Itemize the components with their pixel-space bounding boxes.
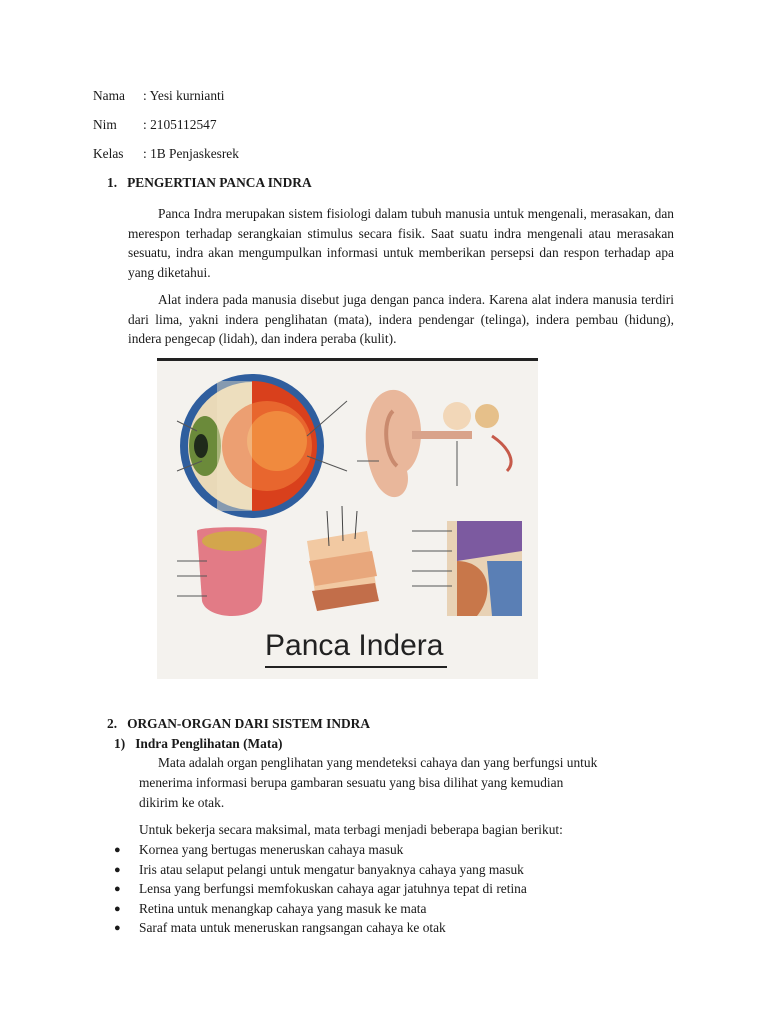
subsection-penglihatan-heading: 1) Indra Penglihatan (Mata) bbox=[114, 736, 283, 751]
kelas-value: : 1B Penjaskesrek bbox=[143, 146, 239, 161]
ear-illustration bbox=[357, 390, 511, 497]
penglihatan-para1-line1: Mata adalah organ penglihatan yang mendeteksi cahaya dan yang berfungsi untuk bbox=[158, 755, 598, 770]
section1-heading: 1. PENGERTIAN PANCA INDRA bbox=[107, 175, 312, 190]
nose-illustration bbox=[412, 521, 522, 616]
nim-label: Nim bbox=[93, 117, 117, 132]
penglihatan-para1-line3: dikirim ke otak. bbox=[139, 795, 225, 810]
bullet-icon: ● bbox=[114, 903, 121, 915]
bullet-icon: ● bbox=[114, 922, 121, 934]
section2-heading: 2. ORGAN-ORGAN DARI SISTEM INDRA bbox=[107, 716, 370, 731]
list-item: Iris atau selaput pelangi untuk mengatur banyaknya cahaya yang masuk bbox=[139, 862, 524, 877]
figure-caption: Panca Indera bbox=[265, 629, 444, 662]
bullet-icon: ● bbox=[114, 864, 121, 876]
section1-paragraph-1: Panca Indra merupakan sistem fisiologi dalam tubuh manusia untuk mengenali, merasakan, dan merespon terhadap serangkaian stimulus secara fisik. Saat suatu indra mengenali atau merasakan sesuatu, indra akan mengumpulkan informasi untuk memberikan persepsi dan respon terhadap apa yang diketahui. bbox=[128, 206, 674, 280]
list-item: Kornea yang bertugas meneruskan cahaya masuk bbox=[139, 842, 404, 857]
eye-illustration bbox=[177, 374, 347, 518]
penglihatan-para1-line2: menerima informasi berupa gambaran sesuatu yang bisa dilihat yang kemudian bbox=[139, 775, 564, 790]
figure-caption-underline bbox=[265, 666, 447, 668]
panca-indera-figure bbox=[157, 358, 538, 679]
bullet-icon: ● bbox=[114, 844, 121, 856]
nim-value: : 2105112547 bbox=[143, 117, 217, 132]
list-item: Lensa yang berfungsi memfokuskan cahaya agar jatuhnya tepat di retina bbox=[139, 881, 527, 896]
name-label: Nama bbox=[93, 88, 125, 103]
penglihatan-para2: Untuk bekerja secara maksimal, mata terbagi menjadi beberapa bagian berikut: bbox=[139, 822, 563, 837]
bullet-icon: ● bbox=[114, 883, 121, 895]
name-value: : Yesi kurnianti bbox=[143, 88, 225, 103]
kelas-label: Kelas bbox=[93, 146, 124, 161]
list-item: Retina untuk menangkap cahaya yang masuk ke mata bbox=[139, 901, 427, 916]
section1-paragraph-2: Alat indera pada manusia disebut juga dengan panca indera. Karena alat indera manusia terdiri dari lima, yakni indera penglihatan (mata), indera pendengar (telinga), indera pembau (hidung), indera pengecap (lidah), dan indera peraba (kulit). bbox=[128, 292, 674, 346]
tongue-illustration bbox=[177, 527, 267, 616]
list-item: Saraf mata untuk meneruskan rangsangan cahaya ke otak bbox=[139, 920, 446, 935]
skin-illustration bbox=[307, 506, 379, 611]
